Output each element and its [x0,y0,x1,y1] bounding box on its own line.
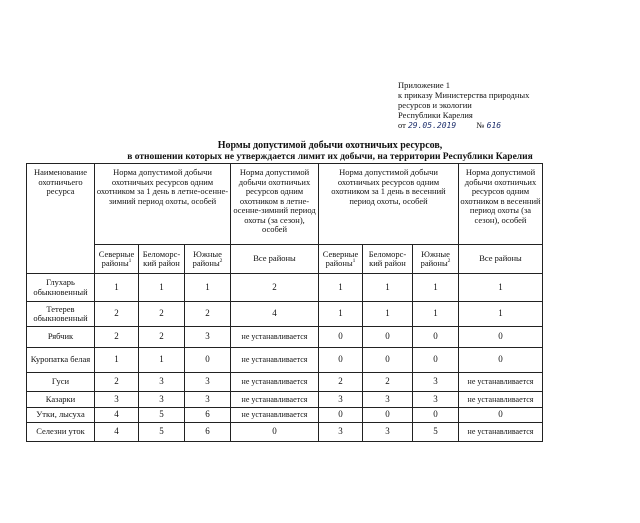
cell: 0 [363,348,413,373]
cell: 1 [185,274,231,302]
cell: 3 [413,373,459,392]
subheader-all-2: Все районы [459,245,543,274]
subheader-south-2: Южные районы$^2$ [413,245,459,274]
cell: 1 [139,348,185,373]
row-resource-name: Куропатка белая [27,348,95,373]
table-row [27,373,543,392]
cell: 3 [139,392,185,408]
subheader-belomor-1: Беломорс-кий район [139,245,185,274]
cell: 6 [185,408,231,423]
cell: 1 [319,274,363,302]
cell: 4 [95,423,139,442]
cell: 2 [95,373,139,392]
subheader-all-1: Все районы [231,245,319,274]
header-group-3: Норма допустимой добычи охотничьих ресурсов одним охотником за 1 день в весенний период охоты, особей [319,164,459,245]
cell: не устанавливается [231,373,319,392]
cell: 6 [185,423,231,442]
cell: не устанавливается [231,408,319,423]
cell: 1 [363,274,413,302]
subheader-belomor-2: Беломорс-кий район [363,245,413,274]
cell: 0 [363,327,413,348]
cell: 1 [459,274,543,302]
cell: 2 [319,373,363,392]
header-row-sub [27,245,543,274]
cell: 0 [413,408,459,423]
row-resource-name: Селезни уток [27,423,95,442]
cell: 2 [139,327,185,348]
header-resource: Наименование охотничьего ресурса [27,164,95,274]
cell: 1 [139,274,185,302]
cell: 3 [319,392,363,408]
number-handwritten: 616 [486,121,502,130]
cell: не устанавливается [231,327,319,348]
cell: 3 [363,423,413,442]
header-group-1: Норма допустимой добычи охотничьих ресурсов одним охотником за 1 день в летне-осенне-зимний период охоты, особей [95,164,231,245]
number-prefix: № [476,120,485,130]
cell: 5 [139,408,185,423]
cell: 3 [363,392,413,408]
subheader-south-1: Южные районы$^2$ [185,245,231,274]
cell: 0 [231,423,319,442]
cell: 2 [231,274,319,302]
cell: 0 [413,348,459,373]
cell: 3 [319,423,363,442]
row-resource-name: Казарки [27,392,95,408]
row-resource-name: Утки, лысуха [27,408,95,423]
subheader-north-1: Северные районы$^1$ [95,245,139,274]
cell: 4 [95,408,139,423]
cell: не устанавливается [459,392,543,408]
cell: 3 [413,392,459,408]
cell: 0 [319,348,363,373]
cell: 1 [413,302,459,327]
appendix-block [398,80,548,131]
table-row [27,302,543,327]
table-row [27,348,543,373]
date-prefix: от [398,120,406,130]
cell: 3 [185,327,231,348]
cell: 2 [363,373,413,392]
cell: 0 [363,408,413,423]
date-handwritten: 29.05.2019 [407,121,457,130]
appendix-line-3: ресурсов и экологии [398,100,472,110]
table-row [27,274,543,302]
row-resource-name: Рябчик [27,327,95,348]
cell: не устанавливается [459,373,543,392]
cell: 3 [185,373,231,392]
header-group-4: Норма допустимой добычи охотничьих ресурсов одним охотником в весенний период охоты (за сезон), особей [459,164,543,245]
cell: 1 [319,302,363,327]
cell: 2 [95,327,139,348]
row-resource-name: Глухарь обыкновенный [27,274,95,302]
cell: не устанавливается [459,423,543,442]
cell: 1 [95,348,139,373]
cell: 0 [413,327,459,348]
subheader-north-2: Северные районы$^1$ [319,245,363,274]
cell: не устанавливается [231,392,319,408]
cell: 3 [185,392,231,408]
appendix-line-2: к приказу Министерства природных [398,90,530,100]
document-title-line-1: Нормы допустимой добычи охотничьих ресурсов, [217,140,443,151]
cell: 0 [459,327,543,348]
table-row [27,423,543,442]
cell: 3 [139,373,185,392]
table-row [27,392,543,408]
cell: 0 [185,348,231,373]
appendix-date-line [398,120,548,131]
document-title-line-2: в отношении которых не утверждается лимит их добычи, на территории Республики Карелия [127,152,533,162]
cell: 2 [185,302,231,327]
cell: 1 [459,302,543,327]
cell: 2 [139,302,185,327]
cell: не устанавливается [231,348,319,373]
cell: 3 [95,392,139,408]
norms-table [26,163,543,442]
cell: 0 [459,408,543,423]
cell: 1 [363,302,413,327]
cell: 5 [139,423,185,442]
cell: 2 [95,302,139,327]
cell: 5 [413,423,459,442]
cell: 1 [95,274,139,302]
cell: 1 [413,274,459,302]
row-resource-name: Гуси [27,373,95,392]
cell: 4 [231,302,319,327]
table-row [27,408,543,423]
table-row [27,327,543,348]
cell: 0 [319,408,363,423]
appendix-line-4: Республики Карелия [398,110,473,120]
header-row-groups [27,164,543,245]
appendix-line-1: Приложение 1 [398,80,450,90]
cell: 0 [459,348,543,373]
cell: 0 [319,327,363,348]
row-resource-name: Тетерев обыкновенный [27,302,95,327]
header-group-2: Норма допустимой добычи охотничьих ресурсов одним охотником в летне-осенне-зимний период охоты (за сезон), особей [231,164,319,245]
